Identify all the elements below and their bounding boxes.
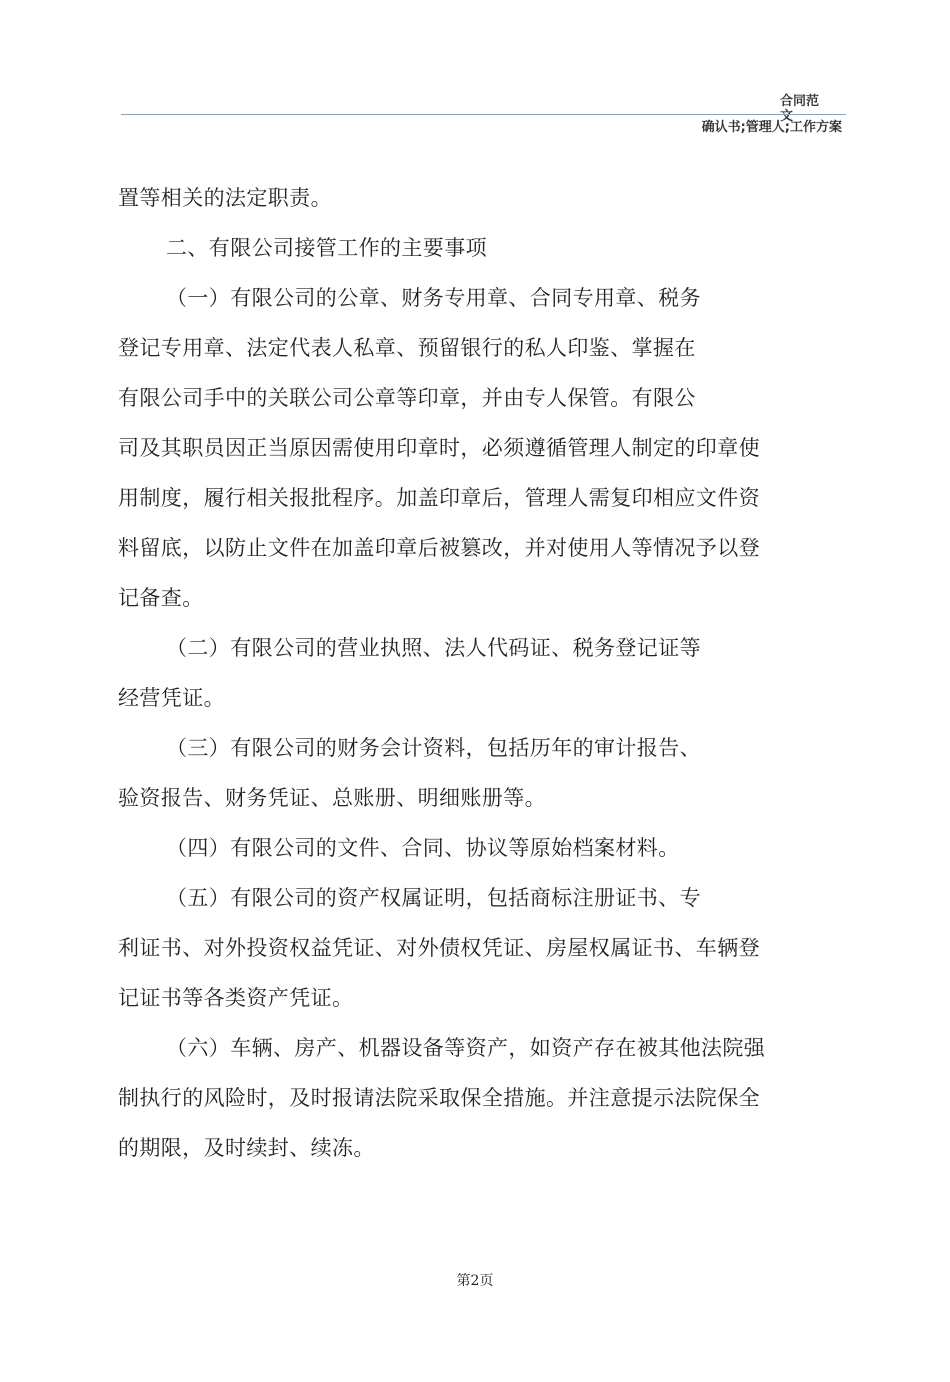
paragraph-line: （五）有限公司的资产权属证明，包括商标注册证书、专 [166, 886, 701, 910]
paragraph-line: （二）有限公司的营业执照、法人代码证、税务登记证等 [166, 636, 701, 660]
paragraph-line: 利证书、对外投资权益凭证、对外债权凭证、房屋权属证书、车辆登 [118, 936, 760, 960]
paragraph-line: 用制度，履行相关报批程序。加盖印章后，管理人需复印相应文件资 [118, 486, 760, 510]
paragraph-line: 记备查。 [118, 586, 204, 610]
page-number: 第2页 [456, 1273, 494, 1289]
document-body [118, 173, 830, 1173]
paragraph-line: 记证书等各类资产凭证。 [118, 986, 354, 1010]
paragraph-line: 验资报告、财务凭证、总账册、明细账册等。 [118, 786, 546, 810]
paragraph-line: 料留底，以防止文件在加盖印章后被篡改，并对使用人等情况予以登 [118, 536, 760, 560]
header-divider [121, 114, 846, 115]
paragraph-line: （一）有限公司的公章、财务专用章、合同专用章、税务 [166, 286, 701, 310]
paragraph-line: 置等相关的法定职责。 [118, 186, 332, 210]
paragraph-line: 司及其职员因正当原因需使用印章时，必须遵循管理人制定的印章使 [118, 436, 760, 460]
paragraph-line: 的期限，及时续封、续冻。 [118, 1136, 375, 1160]
section-heading: 二、有限公司接管工作的主要事项 [166, 236, 487, 260]
header-keywords: 确认书;管理人;工作方案 [701, 120, 842, 135]
paragraph-line: 制执行的风险时，及时报请法院采取保全措施。并注意提示法院保全 [118, 1086, 760, 1110]
paragraph-line: （六）车辆、房产、机器设备等资产，如资产存在被其他法院强 [166, 1036, 766, 1060]
paragraph-line: 登记专用章、法定代表人私章、预留银行的私人印鉴、掌握在 [118, 336, 696, 360]
header-category: 合同范文 [780, 94, 820, 124]
paragraph-line: 有限公司手中的关联公司公章等印章，并由专人保管。有限公 [118, 386, 696, 410]
paragraph-line: 经营凭证。 [118, 686, 225, 710]
paragraph-line: （三）有限公司的财务会计资料，包括历年的审计报告、 [166, 736, 701, 760]
paragraph-line: （四）有限公司的文件、合同、协议等原始档案材料。 [166, 836, 680, 860]
